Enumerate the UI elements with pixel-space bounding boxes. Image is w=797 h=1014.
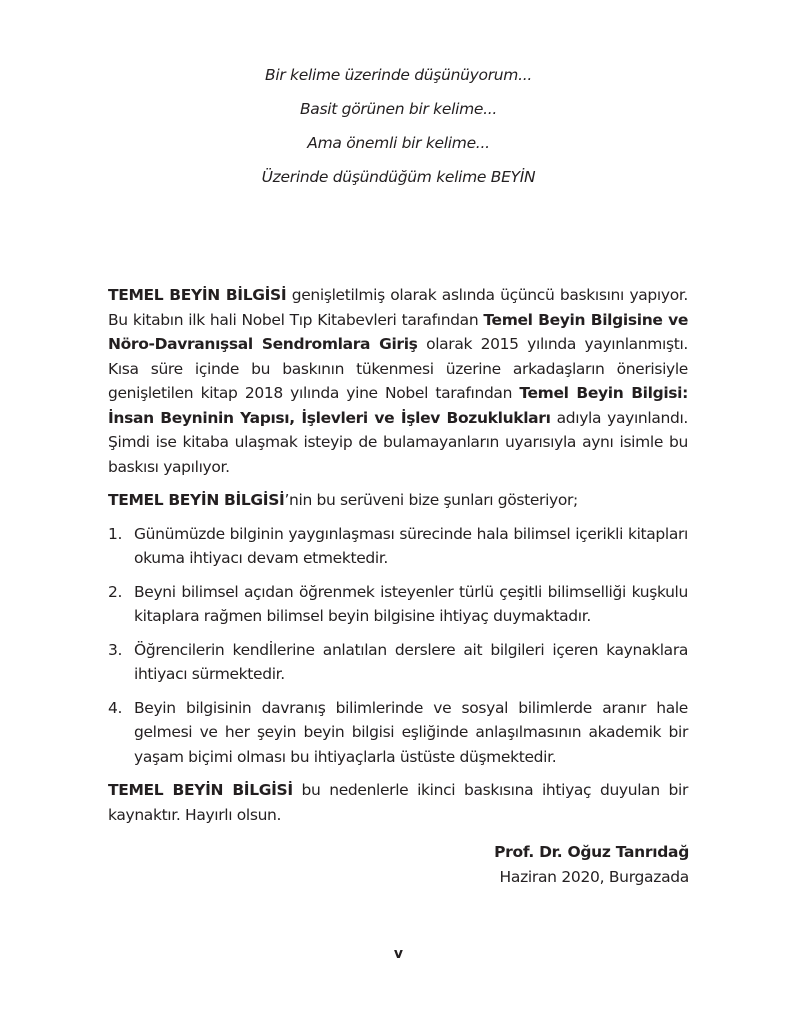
list-item — [108, 522, 688, 571]
signature-block — [494, 840, 689, 889]
author-name: Prof. Dr. Oğuz Tanrıdağ — [494, 843, 689, 861]
intro-text-2: olarak 2015 yılında yayınlanmıştı. Kısa süre içinde bu baskının tükenmesi üzerine arkadaşların önerisiyle genişletilen kitap 2018 yılında yine Nobel tarafından — [108, 335, 688, 402]
epigraph — [0, 58, 797, 194]
intro-text-1: genişletilmiş olarak aslında üçüncü baskısını yapıyor. Bu kitabın ilk hali Nobel Tıp Kitabevleri tarafından — [108, 286, 688, 329]
list-number: 1. — [108, 524, 123, 543]
book-title: TEMEL BEYİN BİLGİSİ — [108, 781, 293, 799]
journey-text: ’nin bu serüveni bize şunları gösteriyor; — [284, 491, 578, 509]
list-item — [108, 638, 688, 687]
list-number: 4. — [108, 698, 123, 717]
list-item — [108, 580, 688, 629]
list-text: Beyin bilgisinin davranış bilimlerinde ve sosyal bilimlerde aranır hale gelmesi ve her şeyin beyin bilgisi eşliğinde anlaşılmasının akademik bir yaşam biçimi olması bu ihtiyaçlarla üstüste düşmektedir. — [134, 698, 688, 766]
page-number: v — [393, 946, 404, 962]
preface-body — [108, 283, 688, 836]
first-edition-title: Temel Beyin Bilgisine ve Nöro-Davranışsal Sendromlara Giriş — [108, 310, 688, 353]
journey-paragraph — [108, 488, 688, 513]
list-number: 2. — [108, 582, 123, 601]
list-number: 3. — [108, 640, 123, 659]
intro-paragraph — [108, 283, 688, 479]
numbered-list — [108, 522, 688, 770]
intro-text-3: adıyla yayınlandı. Şimdi ise kitaba ulaşmak isteyip de bulamayanların uyarısıyla aynı isimle bu baskısı yapılıyor. — [108, 408, 688, 476]
epigraph-line: Ama önemli bir kelime... — [307, 134, 490, 152]
epigraph-line: Bir kelime üzerinde düşünüyorum... — [265, 66, 532, 84]
book-title: TEMEL BEYİN BİLGİSİ — [108, 286, 287, 304]
closing-text: bu nedenlerle ikinci baskısına ihtiyaç duyulan bir kaynaktır. Hayırlı olsun. — [108, 781, 689, 824]
second-edition-title: Temel Beyin Bilgisi: İnsan Beyninin Yapısı, İşlevleri ve İşlev Bozuklukları — [108, 384, 688, 427]
date-place: Haziran 2020, Burgazada — [499, 867, 689, 886]
list-text: Günümüzde bilginin yaygınlaşması sürecinde hala bilimsel içerikli kitapları okuma ihtiyacı devam etmektedir. — [134, 524, 688, 567]
list-text: Beyni bilimsel açıdan öğrenmek isteyenler türlü çeşitli bilimselliği kuşkulu kitaplara rağmen bilimsel beyin bilgisine ihtiyaç duymaktadır. — [134, 582, 688, 625]
list-text: Öğrencilerin kendİlerine anlatılan derslere ait bilgileri içeren kaynaklara ihtiyacı sürmektedir. — [134, 640, 688, 683]
epigraph-line: Üzerinde düşündüğüm kelime BEYİN — [261, 168, 536, 186]
book-title: TEMEL BEYİN BİLGİSİ — [108, 491, 285, 509]
epigraph-line: Basit görünen bir kelime... — [299, 100, 498, 118]
list-item — [108, 696, 688, 770]
closing-paragraph — [108, 778, 688, 827]
